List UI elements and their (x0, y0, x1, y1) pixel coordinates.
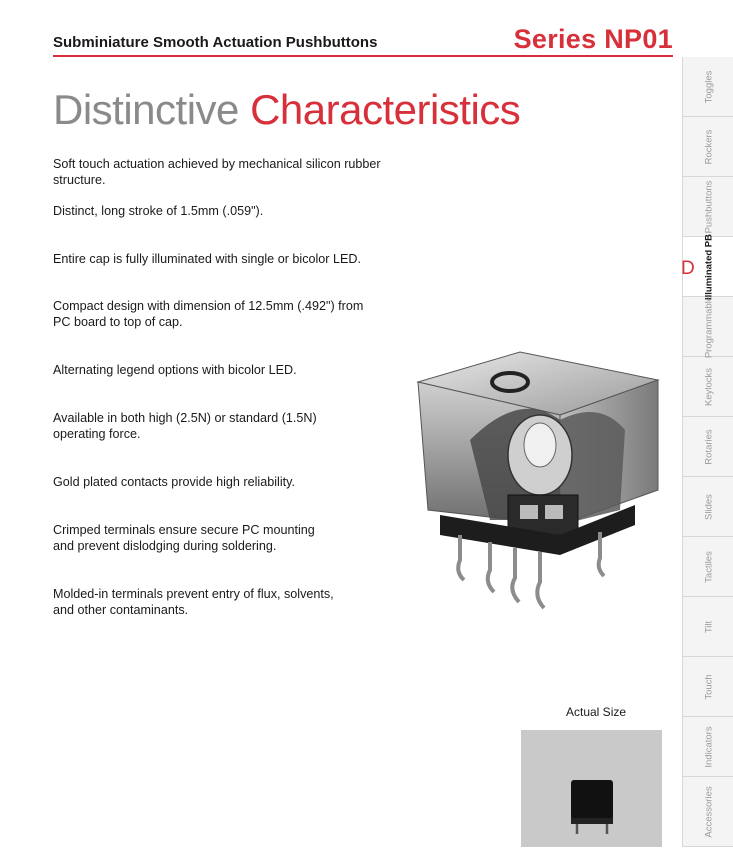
pushbutton-illustration (400, 320, 670, 620)
tab-label: Accessories (703, 785, 714, 838)
header-title: Subminiature Smooth Actuation Pushbuttons (53, 34, 378, 51)
tab-toggles[interactable] (683, 57, 733, 117)
feature-item: Compact design with dimension of 12.5mm (.492") from PC board to top of cap. (53, 299, 364, 329)
tab-label: Slides (703, 493, 714, 520)
tab-programmable[interactable] (683, 297, 733, 357)
actual-size-box (521, 730, 662, 847)
tab-label: Tilt (703, 620, 714, 633)
feature-item: Alternating legend options with bicolor LED. (53, 363, 297, 377)
feature-item: Distinct, long stroke of 1.5mm (.059"). (53, 204, 264, 218)
tab-accessories[interactable] (683, 777, 733, 847)
tab-rockers[interactable] (683, 117, 733, 177)
section-letter: D (681, 258, 695, 279)
feature-item: Molded-in terminals prevent entry of flux, solvents, and other contaminants. (53, 587, 334, 617)
feature-item: Available in both high (2.5N) or standard (1.5N) operating force. (53, 411, 317, 441)
tab-tactiles[interactable] (683, 537, 733, 597)
tab-indicators[interactable] (683, 717, 733, 777)
feature-item: Crimped terminals ensure secure PC mounting and prevent dislodging during soldering. (53, 523, 315, 553)
heading-part1: Distinctive (53, 86, 239, 133)
tab-label: Touch (703, 673, 714, 700)
actual-size-switch-image (521, 730, 662, 847)
feature-item: Gold plated contacts provide high reliability. (53, 475, 295, 489)
tab-label: Toggles (703, 70, 714, 103)
tab-label: Programmable (703, 295, 714, 358)
tab-label: Indicators (703, 725, 714, 768)
tab-touch[interactable] (683, 657, 733, 717)
series-title: Series NP01 (513, 24, 673, 54)
tab-label: Keylocks (703, 367, 714, 406)
feature-item: Soft touch actuation achieved by mechanical silicon rubber structure. (53, 157, 381, 187)
pushbutton-cutaway-image (400, 320, 670, 620)
tab-label: Tactiles (703, 550, 714, 583)
heading-part2: Characteristics (250, 86, 521, 133)
tab-label: Pushbuttons (703, 180, 714, 233)
tab-label: Illuminated PB (703, 233, 714, 300)
page-heading (53, 86, 520, 134)
tab-tilt[interactable] (683, 597, 733, 657)
actual-size-label: Actual Size (566, 705, 627, 719)
tab-slides[interactable] (683, 477, 733, 537)
tab-label: Rockers (703, 129, 714, 164)
feature-item: Entire cap is fully illuminated with single or bicolor LED. (53, 252, 361, 266)
header-rule (53, 55, 673, 57)
tab-rotaries[interactable] (683, 417, 733, 477)
tab-keylocks[interactable] (683, 357, 733, 417)
tab-label: Rotaries (703, 428, 714, 465)
side-tabs (682, 57, 733, 847)
tab-pushbuttons[interactable] (683, 177, 733, 237)
